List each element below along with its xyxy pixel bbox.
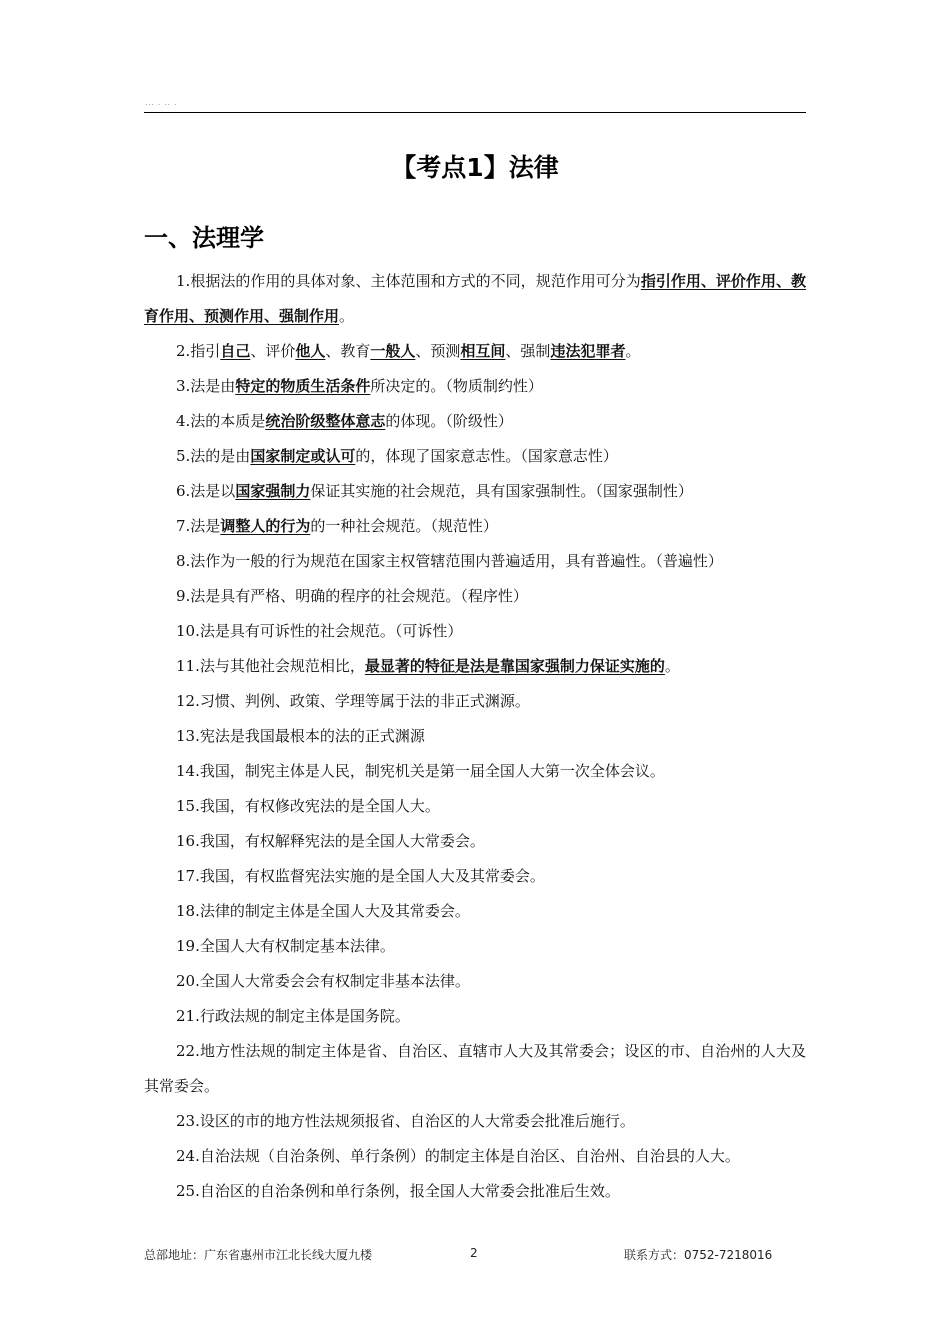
point-text: 、预测 (415, 342, 461, 360)
point-highlight: 调整人的行为 (220, 517, 311, 535)
point-18: 18.法律的制定主体是全国人大及其常委会。 (176, 902, 470, 920)
point-13: 13.宪法是我国最根本的法的正式渊源 (176, 727, 425, 745)
point-text: 所决定的。（物质制约性） (370, 377, 543, 395)
section-heading: 一、法理学 (144, 224, 264, 252)
point-highlight: 特定的物质生活条件 (235, 377, 371, 395)
point-22: 22.地方性法规的制定主体是省、自治区、直辖市人大及其常委会；设区的市、自治州的人大及其常委会。 (144, 1042, 806, 1095)
point-text: 。 (339, 307, 355, 325)
point-text: 。 (664, 657, 680, 675)
point-15: 15.我国，有权修改宪法的是全国人大。 (176, 797, 440, 815)
point-text: 的，体现了国家意志性。（国家意志性） (355, 447, 618, 465)
point-11 (144, 649, 806, 684)
point-text: 7.法是 (176, 517, 221, 535)
page-title: 【考点1】法律 (391, 153, 559, 182)
point-highlight: 指引作用、评价作用、教育作用、预测作用、强制作用 (144, 272, 806, 325)
point-text: 4.法的本质是 (176, 412, 266, 430)
point-6 (144, 474, 806, 509)
point-text: 、强制 (505, 342, 551, 360)
point-highlight: 最显著的特征是法是靠国家强制力保证实施的 (364, 657, 665, 675)
point-list (144, 264, 806, 1209)
point-5 (144, 439, 806, 474)
point-highlight: 国家制定或认可 (250, 447, 356, 465)
point-12: 12.习惯、判例、政策、学理等属于法的非正式渊源。 (176, 692, 530, 710)
point-text: 6.法是以 (176, 482, 236, 500)
point-text: 、教育 (325, 342, 371, 360)
point-highlight: 相互间 (460, 342, 506, 360)
page-number: 2 (470, 1246, 478, 1260)
point-4 (144, 404, 806, 439)
point-text: 11.法与其他社会规范相比， (176, 657, 365, 675)
point-text: 。 (625, 342, 641, 360)
point-19: 19.全国人大有权制定基本法律。 (176, 937, 395, 955)
point-1 (144, 264, 806, 334)
point-text: 3.法是由 (176, 377, 236, 395)
point-20: 20.全国人大常委会会有权制定非基本法律。 (176, 972, 470, 990)
point-21: 21.行政法规的制定主体是国务院。 (176, 1007, 410, 1025)
point-7 (144, 509, 806, 544)
point-text: 2.指引 (176, 342, 221, 360)
point-23: 23.设区的市的地方性法规须报省、自治区的人大常委会批准后施行。 (176, 1112, 635, 1130)
point-10: 10.法是具有可诉性的社会规范。（可诉性） (176, 622, 463, 640)
point-highlight: 国家强制力 (235, 482, 311, 500)
header-mark: ··· · ·· · (145, 101, 178, 109)
point-3 (144, 369, 806, 404)
point-2 (144, 334, 806, 369)
point-text: 1.根据法的作用的具体对象、主体范围和方式的不同，规范作用可分为 (176, 272, 641, 290)
point-highlight: 自己 (220, 342, 251, 360)
footer-address: 总部地址：广东省惠州市江北长线大厦九楼 (144, 1248, 373, 1262)
point-14: 14.我国，制宪主体是人民，制宪机关是第一届全国人大第一次全体会议。 (176, 762, 665, 780)
footer-contact: 联系方式：0752-7218016 (624, 1248, 773, 1262)
point-text: 的一种社会规范。（规范性） (310, 517, 498, 535)
point-text: 的体现。（阶级性） (385, 412, 513, 430)
point-25: 25.自治区的自治条例和单行条例，报全国人大常委会批准后生效。 (176, 1182, 620, 1200)
point-text: 5.法的是由 (176, 447, 251, 465)
point-text: 、评价 (250, 342, 296, 360)
point-17: 17.我国，有权监督宪法实施的是全国人大及其常委会。 (176, 867, 545, 885)
point-highlight: 违法犯罪者 (550, 342, 626, 360)
point-9: 9.法是具有严格、明确的程序的社会规范。（程序性） (176, 587, 528, 605)
point-highlight: 统治阶级整体意志 (265, 412, 386, 430)
point-8: 8.法作为一般的行为规范在国家主权管辖范围内普遍适用，具有普遍性。（普遍性） (176, 552, 723, 570)
point-24: 24.自治法规（自治条例、单行条例）的制定主体是自治区、自治州、自治县的人大。 (176, 1147, 740, 1165)
point-text: 保证其实施的社会规范，具有国家强制性。（国家强制性） (310, 482, 693, 500)
point-highlight: 他人 (295, 342, 326, 360)
header-rule (144, 112, 806, 113)
point-highlight: 一般人 (370, 342, 416, 360)
point-16: 16.我国，有权解释宪法的是全国人大常委会。 (176, 832, 485, 850)
